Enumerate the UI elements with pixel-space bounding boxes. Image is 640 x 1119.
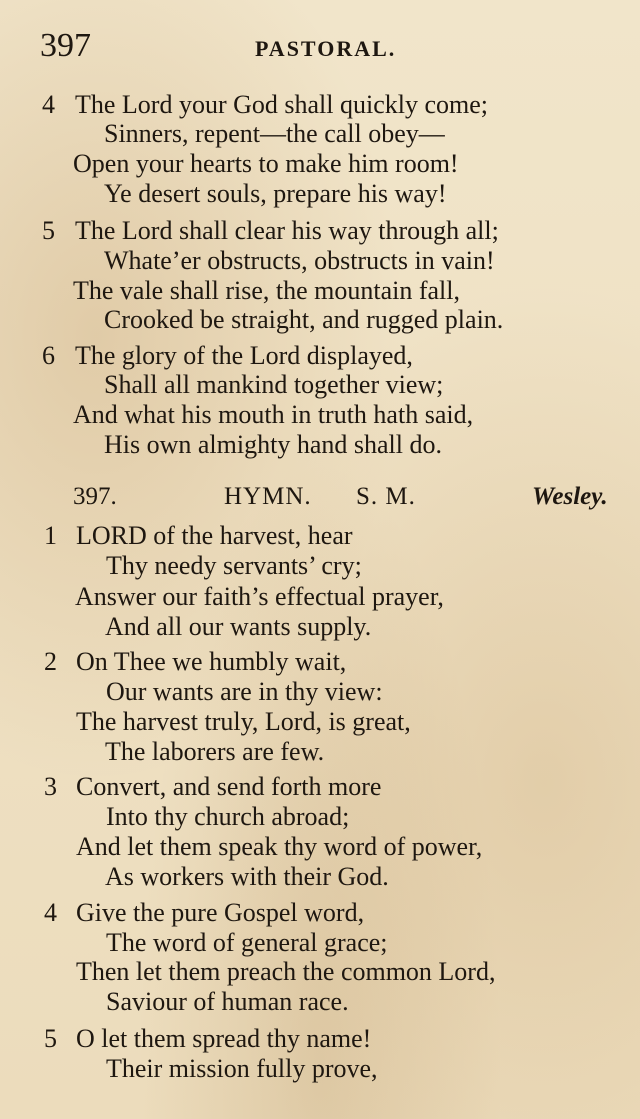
verse-line: His own almighty hand shall do. — [104, 430, 442, 459]
page-header — [0, 24, 640, 74]
verse-number: 4 — [42, 90, 55, 119]
verse-number: 5 — [42, 216, 55, 245]
verse-line: And all our wants supply. — [105, 612, 372, 641]
verse-line: Sinners, repent—the call obey— — [104, 119, 445, 148]
hymn-heading — [0, 480, 640, 514]
verse-line: Convert, and send forth more — [76, 772, 382, 801]
verse-line: The Lord shall clear his way through all; — [75, 216, 499, 245]
verse-line: And what his mouth in truth hath said, — [73, 400, 474, 429]
verse-line: As workers with their God. — [105, 862, 389, 891]
verse-line: And let them speak thy word of power, — [76, 832, 483, 861]
verse-number: 4 — [44, 898, 57, 927]
verse-line: Answer our faith’s effectual prayer, — [75, 582, 444, 611]
verse-number: 6 — [42, 341, 55, 370]
verse-line: The word of general grace; — [106, 928, 388, 957]
verse-number: 2 — [44, 647, 57, 676]
page-number: 397 — [40, 27, 91, 64]
verse-line: Then let them preach the common Lord, — [76, 957, 496, 986]
hymn-author: Wesley. — [532, 483, 608, 510]
hymn-meter: S. M. — [356, 483, 416, 510]
verse-line: Their mission fully prove, — [106, 1054, 378, 1083]
verse-line: Ye desert souls, prepare his way! — [104, 179, 447, 208]
verse-line: On Thee we humbly wait, — [76, 647, 347, 676]
verse-line: The laborers are few. — [105, 737, 325, 766]
verse-line: Shall all mankind together view; — [104, 370, 444, 399]
verse-line: Saviour of human race. — [106, 987, 349, 1016]
verse-number: 1 — [44, 521, 57, 550]
verse-line: Into thy church abroad; — [106, 802, 350, 831]
verse-line: O let them spread thy name! — [76, 1024, 372, 1053]
verse-line: Our wants are in thy view: — [106, 677, 383, 706]
verse-line: The glory of the Lord displayed, — [75, 341, 413, 370]
verse-number: 3 — [44, 772, 57, 801]
verse-number: 5 — [44, 1024, 57, 1053]
verse-line: The vale shall rise, the mountain fall, — [73, 276, 460, 305]
verse-line: Thy needy servants’ cry; — [106, 551, 362, 580]
running-head: PASTORAL. — [255, 36, 397, 61]
verse-line: Crooked be straight, and rugged plain. — [104, 305, 504, 334]
verse-line: The Lord your God shall quickly come; — [75, 90, 489, 119]
hymn-number: 397. — [73, 483, 117, 510]
verse-line: Whate’er obstructs, obstructs in vain! — [104, 246, 495, 275]
verse-line: LORD of the harvest, hear — [76, 521, 353, 550]
verse-line: Open your hearts to make him room! — [73, 149, 459, 178]
verse-line: Give the pure Gospel word, — [76, 898, 365, 927]
hymn-title: HYMN. — [224, 483, 312, 510]
verse-line: The harvest truly, Lord, is great, — [76, 707, 411, 736]
